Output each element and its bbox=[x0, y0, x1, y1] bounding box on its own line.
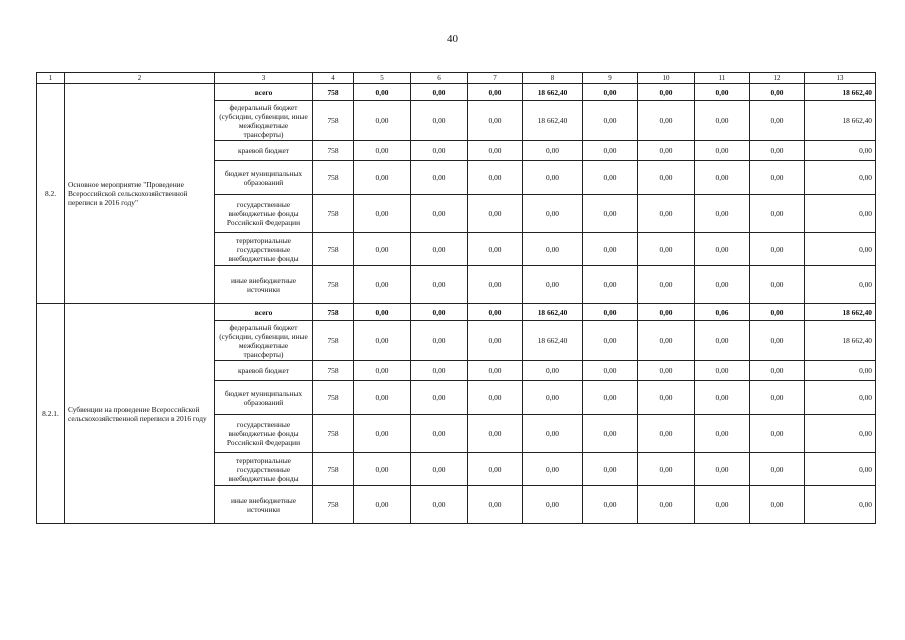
amount-cell: 0,00 bbox=[354, 266, 411, 304]
page-number: 40 bbox=[447, 33, 458, 45]
amount-cell: 0,00 bbox=[523, 415, 583, 453]
code-cell: 758 bbox=[313, 304, 354, 321]
funding-source: территориальные государственные внебюджетные фонды bbox=[215, 233, 313, 266]
column-header: 10 bbox=[638, 73, 695, 84]
amount-cell: 0,00 bbox=[805, 266, 876, 304]
amount-cell: 0,00 bbox=[695, 141, 750, 161]
column-header: 13 bbox=[805, 73, 876, 84]
amount-cell: 0,00 bbox=[354, 84, 411, 101]
column-header: 9 bbox=[583, 73, 638, 84]
amount-cell: 0,00 bbox=[411, 486, 468, 524]
amount-cell: 0,00 bbox=[695, 321, 750, 361]
amount-cell: 0,06 bbox=[695, 304, 750, 321]
amount-cell: 0,00 bbox=[523, 266, 583, 304]
amount-cell: 0,00 bbox=[583, 453, 638, 486]
code-cell: 758 bbox=[313, 195, 354, 233]
amount-cell: 0,00 bbox=[695, 453, 750, 486]
amount-cell: 0,00 bbox=[750, 233, 805, 266]
amount-cell: 0,00 bbox=[468, 304, 523, 321]
amount-cell: 0,00 bbox=[468, 486, 523, 524]
amount-cell: 0,00 bbox=[750, 321, 805, 361]
funding-source: краевой бюджет bbox=[215, 141, 313, 161]
amount-cell: 0,00 bbox=[750, 101, 805, 141]
amount-cell: 0,00 bbox=[583, 233, 638, 266]
amount-cell: 0,00 bbox=[805, 195, 876, 233]
amount-cell: 0,00 bbox=[354, 453, 411, 486]
code-cell: 758 bbox=[313, 266, 354, 304]
amount-cell: 0,00 bbox=[411, 141, 468, 161]
funding-source: государственные внебюджетные фонды Российской Федерации bbox=[215, 415, 313, 453]
amount-cell: 0,00 bbox=[411, 101, 468, 141]
code-cell: 758 bbox=[313, 415, 354, 453]
amount-cell: 18 662,40 bbox=[805, 84, 876, 101]
amount-cell: 0,00 bbox=[583, 304, 638, 321]
funding-source: федеральный бюджет (субсидии, субвенции, иные межбюджетные трансферты) bbox=[215, 101, 313, 141]
amount-cell: 0,00 bbox=[750, 453, 805, 486]
amount-cell: 0,00 bbox=[750, 141, 805, 161]
amount-cell: 0,00 bbox=[583, 321, 638, 361]
table-row bbox=[37, 304, 876, 321]
amount-cell: 0,00 bbox=[750, 195, 805, 233]
amount-cell: 0,00 bbox=[638, 321, 695, 361]
funding-source: территориальные государственные внебюджетные фонды bbox=[215, 453, 313, 486]
amount-cell: 0,00 bbox=[805, 453, 876, 486]
amount-cell: 0,00 bbox=[468, 233, 523, 266]
code-cell: 758 bbox=[313, 361, 354, 381]
amount-cell: 0,00 bbox=[468, 381, 523, 415]
amount-cell: 0,00 bbox=[583, 266, 638, 304]
amount-cell: 0,00 bbox=[638, 266, 695, 304]
amount-cell: 0,00 bbox=[354, 361, 411, 381]
amount-cell: 0,00 bbox=[638, 486, 695, 524]
amount-cell: 0,00 bbox=[695, 381, 750, 415]
table-row bbox=[37, 84, 876, 101]
amount-cell: 0,00 bbox=[750, 486, 805, 524]
amount-cell: 0,00 bbox=[411, 415, 468, 453]
code-cell: 758 bbox=[313, 486, 354, 524]
amount-cell: 0,00 bbox=[411, 304, 468, 321]
amount-cell: 0,00 bbox=[468, 266, 523, 304]
amount-cell: 0,00 bbox=[583, 101, 638, 141]
amount-cell: 0,00 bbox=[354, 195, 411, 233]
funding-source: иные внебюджетные источники bbox=[215, 486, 313, 524]
column-header-row bbox=[37, 73, 876, 84]
amount-cell: 0,00 bbox=[468, 84, 523, 101]
amount-cell: 18 662,40 bbox=[523, 101, 583, 141]
amount-cell: 0,00 bbox=[638, 233, 695, 266]
column-header: 2 bbox=[65, 73, 215, 84]
amount-cell: 0,00 bbox=[583, 161, 638, 195]
amount-cell: 0,00 bbox=[695, 233, 750, 266]
amount-cell: 0,00 bbox=[583, 141, 638, 161]
amount-cell: 0,00 bbox=[354, 233, 411, 266]
column-header: 7 bbox=[468, 73, 523, 84]
amount-cell: 0,00 bbox=[468, 453, 523, 486]
funding-source: всего bbox=[215, 304, 313, 321]
amount-cell: 0,00 bbox=[638, 361, 695, 381]
code-cell: 758 bbox=[313, 101, 354, 141]
amount-cell: 0,00 bbox=[750, 415, 805, 453]
amount-cell: 0,00 bbox=[750, 84, 805, 101]
amount-cell: 0,00 bbox=[638, 101, 695, 141]
code-cell: 758 bbox=[313, 321, 354, 361]
amount-cell: 0,00 bbox=[468, 321, 523, 361]
amount-cell: 0,00 bbox=[354, 161, 411, 195]
amount-cell: 18 662,40 bbox=[805, 304, 876, 321]
amount-cell: 18 662,40 bbox=[523, 304, 583, 321]
amount-cell: 0,00 bbox=[750, 361, 805, 381]
amount-cell: 0,00 bbox=[523, 453, 583, 486]
amount-cell: 0,00 bbox=[523, 161, 583, 195]
amount-cell: 18 662,40 bbox=[523, 321, 583, 361]
amount-cell: 0,00 bbox=[695, 415, 750, 453]
column-header: 1 bbox=[37, 73, 65, 84]
code-cell: 758 bbox=[313, 161, 354, 195]
amount-cell: 0,00 bbox=[695, 361, 750, 381]
amount-cell: 0,00 bbox=[638, 84, 695, 101]
amount-cell: 0,00 bbox=[411, 84, 468, 101]
code-cell: 758 bbox=[313, 381, 354, 415]
amount-cell: 0,00 bbox=[523, 381, 583, 415]
amount-cell: 0,00 bbox=[638, 141, 695, 161]
item-number: 8.2. bbox=[37, 84, 65, 304]
amount-cell: 0,00 bbox=[805, 141, 876, 161]
amount-cell: 0,00 bbox=[805, 486, 876, 524]
amount-cell: 0,00 bbox=[805, 381, 876, 415]
amount-cell: 0,00 bbox=[354, 101, 411, 141]
amount-cell: 0,00 bbox=[354, 415, 411, 453]
item-name: Основное мероприятие "Проведение Всероссийской сельскохозяйственной переписи в 2016 году" bbox=[65, 84, 215, 304]
amount-cell: 0,00 bbox=[695, 195, 750, 233]
amount-cell: 0,00 bbox=[638, 195, 695, 233]
amount-cell: 0,00 bbox=[523, 141, 583, 161]
column-header: 5 bbox=[354, 73, 411, 84]
funding-source: бюджет муниципальных образований bbox=[215, 381, 313, 415]
column-header: 6 bbox=[411, 73, 468, 84]
amount-cell: 0,00 bbox=[523, 361, 583, 381]
amount-cell: 0,00 bbox=[750, 266, 805, 304]
amount-cell: 18 662,40 bbox=[805, 321, 876, 361]
amount-cell: 0,00 bbox=[750, 381, 805, 415]
amount-cell: 0,00 bbox=[750, 304, 805, 321]
amount-cell: 0,00 bbox=[468, 415, 523, 453]
amount-cell: 0,00 bbox=[411, 453, 468, 486]
amount-cell: 0,00 bbox=[695, 266, 750, 304]
amount-cell: 0,00 bbox=[468, 101, 523, 141]
code-cell: 758 bbox=[313, 141, 354, 161]
amount-cell: 0,00 bbox=[583, 381, 638, 415]
column-header: 12 bbox=[750, 73, 805, 84]
funding-source: краевой бюджет bbox=[215, 361, 313, 381]
amount-cell: 0,00 bbox=[411, 321, 468, 361]
amount-cell: 18 662,40 bbox=[805, 101, 876, 141]
amount-cell: 0,00 bbox=[695, 161, 750, 195]
amount-cell: 0,00 bbox=[411, 266, 468, 304]
amount-cell: 0,00 bbox=[411, 381, 468, 415]
amount-cell: 0,00 bbox=[354, 486, 411, 524]
amount-cell: 0,00 bbox=[411, 161, 468, 195]
amount-cell: 0,00 bbox=[583, 195, 638, 233]
amount-cell: 0,00 bbox=[583, 361, 638, 381]
column-header: 3 bbox=[215, 73, 313, 84]
budget-table bbox=[36, 72, 876, 524]
amount-cell: 0,00 bbox=[354, 141, 411, 161]
amount-cell: 0,00 bbox=[468, 361, 523, 381]
amount-cell: 0,00 bbox=[805, 361, 876, 381]
amount-cell: 0,00 bbox=[354, 381, 411, 415]
amount-cell: 0,00 bbox=[583, 415, 638, 453]
code-cell: 758 bbox=[313, 453, 354, 486]
column-header: 4 bbox=[313, 73, 354, 84]
amount-cell: 0,00 bbox=[695, 84, 750, 101]
amount-cell: 0,00 bbox=[354, 304, 411, 321]
amount-cell: 0,00 bbox=[583, 486, 638, 524]
funding-source: бюджет муниципальных образований bbox=[215, 161, 313, 195]
amount-cell: 0,00 bbox=[805, 233, 876, 266]
amount-cell: 0,00 bbox=[468, 141, 523, 161]
code-cell: 758 bbox=[313, 233, 354, 266]
amount-cell: 0,00 bbox=[523, 486, 583, 524]
column-header: 8 bbox=[523, 73, 583, 84]
amount-cell: 0,00 bbox=[354, 321, 411, 361]
amount-cell: 0,00 bbox=[583, 84, 638, 101]
amount-cell: 0,00 bbox=[638, 453, 695, 486]
column-header: 11 bbox=[695, 73, 750, 84]
amount-cell: 0,00 bbox=[411, 233, 468, 266]
funding-source: государственные внебюджетные фонды Российской Федерации bbox=[215, 195, 313, 233]
amount-cell: 0,00 bbox=[805, 415, 876, 453]
item-name: Субвенции на проведение Всероссийской сельскохозяйственной переписи в 2016 году bbox=[65, 304, 215, 524]
amount-cell: 18 662,40 bbox=[523, 84, 583, 101]
amount-cell: 0,00 bbox=[638, 381, 695, 415]
amount-cell: 0,00 bbox=[695, 101, 750, 141]
amount-cell: 0,00 bbox=[638, 415, 695, 453]
item-number: 8.2.1. bbox=[37, 304, 65, 524]
amount-cell: 0,00 bbox=[638, 304, 695, 321]
funding-source: иные внебюджетные источники bbox=[215, 266, 313, 304]
amount-cell: 0,00 bbox=[805, 161, 876, 195]
amount-cell: 0,00 bbox=[695, 486, 750, 524]
funding-source: всего bbox=[215, 84, 313, 101]
amount-cell: 0,00 bbox=[750, 161, 805, 195]
amount-cell: 0,00 bbox=[523, 233, 583, 266]
amount-cell: 0,00 bbox=[411, 361, 468, 381]
amount-cell: 0,00 bbox=[638, 161, 695, 195]
amount-cell: 0,00 bbox=[411, 195, 468, 233]
code-cell: 758 bbox=[313, 84, 354, 101]
amount-cell: 0,00 bbox=[468, 161, 523, 195]
amount-cell: 0,00 bbox=[468, 195, 523, 233]
amount-cell: 0,00 bbox=[523, 195, 583, 233]
funding-source: федеральный бюджет (субсидии, субвенции, иные межбюджетные трансферты) bbox=[215, 321, 313, 361]
